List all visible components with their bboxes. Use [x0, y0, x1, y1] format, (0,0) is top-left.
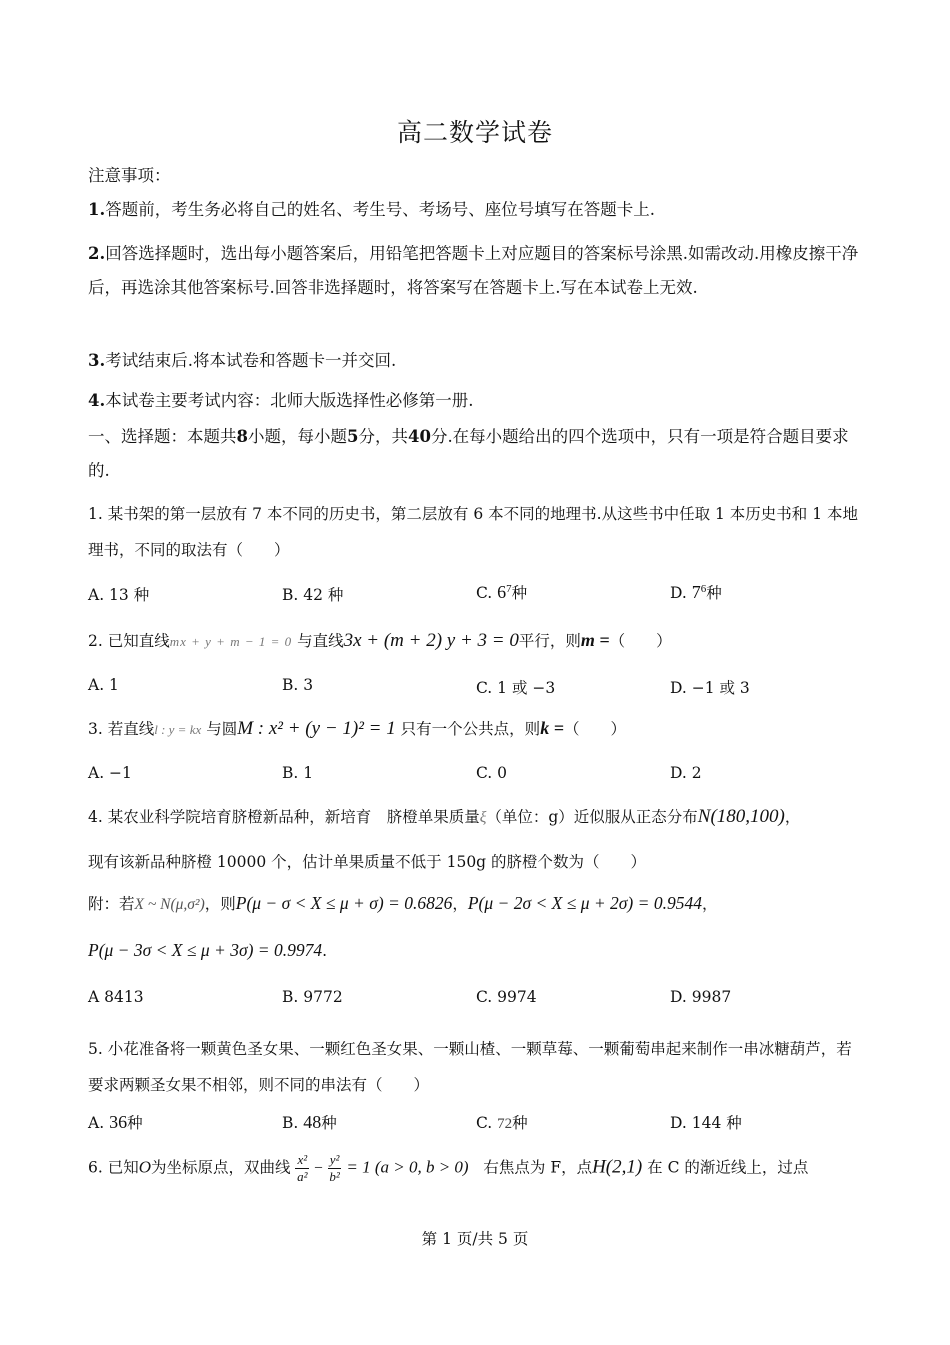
q2-option-d: D. −1 或 3 — [670, 679, 750, 697]
question-3-stem: 3. 若直线l : y = kx 与圆M : x² + (y − 1)² = 1 只有一个公共点，则k =（ ） — [88, 718, 626, 739]
q2-option-a: A. 1 — [88, 676, 119, 694]
q2-option-b: B. 3 — [282, 676, 314, 694]
q1-option-d: D. $7^6$种 — [670, 582, 722, 602]
question-6-stem: 6. 已知O为坐标原点，双曲线 $\frac{\text{x²}}{\text{a²}}$ − $\frac{\text{y²}}{\text{b²}}$ = 1 (a > 0, b > 0) 右焦点为 F，点H(2,1) 在 C 的渐近线上，过点 — [88, 1152, 809, 1184]
fraction-x: $\frac{\text{x²}}{\text{a²}}$ — [297, 1152, 308, 1184]
question-5-stem: 5. 小花准备将一颗黄色圣女果、一颗红色圣女果、一颗山楂、一颗草莓、一颗葡萄串起来制作一串冰糖葫芦，若要求两颗圣女果不相邻，则不同的串法有（ ） — [88, 1040, 852, 1094]
q5-option-d: D. 144 种 — [670, 1114, 742, 1132]
notice-heading: 注意事项： — [88, 166, 171, 185]
q4-option-b: B. 9772 — [282, 988, 343, 1006]
question-1-stem: 1. 某书架的第一层放有 7 本不同的历史书，第二层放有 6 本不同的地理书.从这些书中任取 1 本历史书和 1 本地理书，不同的取法有（ ） — [88, 505, 859, 559]
question-4-stem-line1: 4. 某农业科学院培育脐橙新品种，新培育 脐橙单果质量ξ（单位：g）近似服从正态分布N(180,100)， — [88, 806, 801, 827]
page-title: 高二数学试卷 — [396, 118, 553, 147]
q4-option-c: C. 9974 — [476, 988, 537, 1006]
question-4-stem-line2: 现有该新品种脐橙 10000 个，估计单果质量不低于 150g 的脐橙个数为（ ） — [88, 853, 647, 871]
q5-option-b: B. 48种 — [282, 1112, 337, 1132]
notice-item-1: 1.答题前，考生务必将自己的姓名、考生号、考场号、座位号填写在答题卡上. — [88, 200, 655, 219]
q1-option-a: A. 13 种 — [88, 586, 150, 604]
notice-item-3: 3.考试结束后.将本试卷和答题卡一并交回. — [88, 351, 397, 370]
q3-option-b: B. 1 — [282, 764, 314, 782]
q5-option-a: A. 36种 — [88, 1112, 143, 1132]
q5-option-c: C. 72种 — [476, 1114, 528, 1132]
section-heading: 一、选择题：本题共8小题，每小题5分，共40分.在每小题给出的四个选项中，只有一项是符合题目要求的. — [88, 427, 849, 480]
question-4-note-line1: 附：若X ~ N(μ,σ²)，则P(μ − σ < X ≤ μ + σ) = 0.6826，P(μ − 2σ < X ≤ μ + 2σ) = 0.9544， — [88, 893, 718, 913]
q2-option-c: C. 1 或 −3 — [476, 679, 556, 697]
q3-option-d: D. 2 — [670, 764, 702, 782]
q4-option-d: D. 9987 — [670, 988, 732, 1006]
question-2-stem: 2. 已知直线mx + y + m − 1 = 0 与直线3x + (m + 2) y + 3 = 0平行，则m =（ ） — [88, 630, 672, 651]
question-4-note-line2: P(μ − 3σ < X ≤ μ + 3σ) = 0.9974. — [88, 940, 328, 960]
q3-option-a: A. −1 — [88, 764, 132, 782]
page-footer: 第 1 页/共 5 页 — [421, 1230, 529, 1248]
q4-option-a: A 8413 — [88, 988, 144, 1006]
q1-option-c: C. $6^7$种 — [476, 582, 528, 602]
fraction-y: $\frac{\text{y²}}{\text{b²}}$ — [329, 1152, 340, 1184]
notice-item-2: 2.回答选择题时，选出每小题答案后，用铅笔把答题卡上对应题目的答案标号涂黑.如需改动.用橡皮擦干净后，再选涂其他答案标号.回答非选择题时，将答案写在答题卡上.写在本试卷上无效. — [88, 244, 859, 297]
notice-item-4: 4.本试卷主要考试内容：北师大版选择性必修第一册. — [88, 391, 474, 410]
q3-option-c: C. 0 — [476, 764, 508, 782]
q1-option-b: B. 42 种 — [282, 586, 344, 604]
